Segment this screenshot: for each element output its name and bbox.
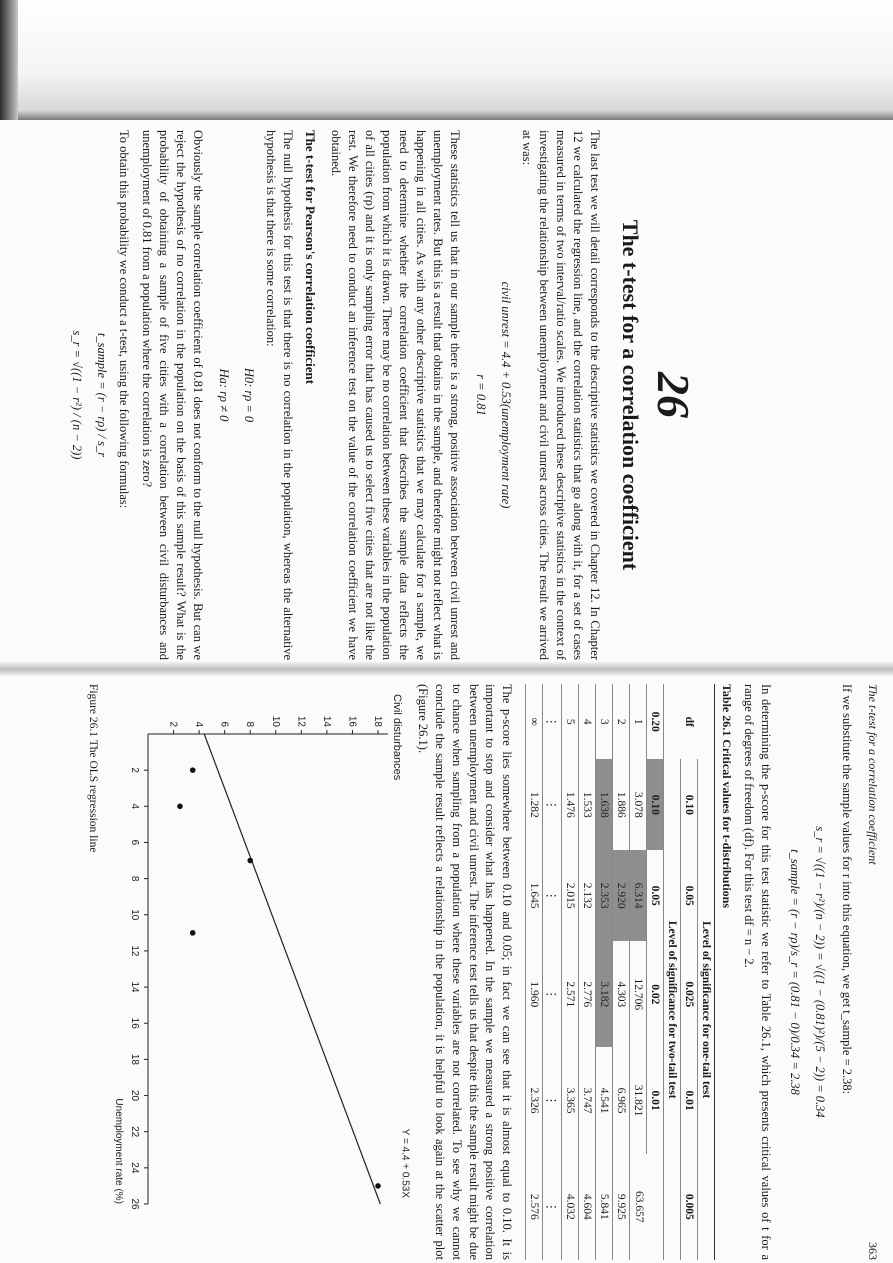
df-cell: ∞ [526,684,543,759]
table-row [613,684,630,1260]
interpretation-paragraph: The p-score lies somewhere between 0.10 and 0.05; in fact we can see that it is almost equal to 0.10. It is important to stop and consider what has happened. In the sample we measured a strong positive correlation between unemployment and civil unrest. The inference test tells us that despite this the sample result might be due to chance when sampling from a population where these variables are not correlated. To see why we cannot conclude the sample result reflects a relationship in the population, it is helpful to look again at the scatter plot (Figure 26.1). [416,684,515,1260]
y-tick-label: 18 [372,715,384,727]
x-tick-label: 12 [129,945,141,957]
section-heading: The t-test for Pearson's correlation coefficient [302,130,318,385]
correlation-value: r = 0.81 [473,374,488,416]
substitute-paragraph: If we substitute the sample values for r into this equation, we get t_sample = 2.38: [840,684,854,1095]
left-page-content [70,130,700,660]
table-row [543,684,562,1260]
critical-value-cell: ⋮ [543,850,562,941]
fourth-paragraph: To obtain this probability we conduct a t-test, using the following formulas: [117,130,132,509]
sr-calculation: s_r = √((1 − r²)/(n − 2)) = √((1 − (0.81)²)/(5 − 2)) = 0.34 [813,826,828,1118]
regression-line [204,734,380,1204]
df-cell: 2 [613,684,630,759]
one-tail-level: 0.005 [681,1154,698,1260]
data-point [248,858,254,864]
regression-line-label: Y = 4.4 + 0.53X [399,1128,411,1198]
critical-value-cell: 1.960 [526,941,543,1047]
regression-equation: civil unrest = 4.4 + 0.53(unemployment rate) [498,281,513,509]
critical-value-cell: 1.282 [526,759,543,850]
table-caption: Table 26.1 Critical values for t-distributions [720,684,735,909]
two-tail-level: 0.20 [647,684,664,759]
critical-value-cell: 6.965 [613,1047,630,1153]
t-formula: t_sample = (r − rρ) / s_r [95,332,110,458]
critical-value-cell: 63.657 [630,1154,647,1260]
y-axis-label: Civil disturbances [391,694,404,781]
critical-value-cell: 1.533 [579,759,596,850]
book-spine [0,662,893,676]
critical-value-cell: 9.925 [613,1154,630,1260]
alternative-hypothesis: Ha: rρ ≠ 0 [216,368,231,422]
table-body [526,684,647,1260]
y-tick-label: 16 [346,715,358,727]
df-header: df [664,684,715,759]
critical-value-cell: 2.576 [526,1154,543,1260]
x-tick-label: 22 [129,1126,141,1138]
two-tail-levels [647,684,664,1260]
x-axis-label: Unemployment rate (%) [113,1098,125,1204]
two-tail-level: 0.02 [647,941,664,1047]
one-tail-header: Level of significance for one-tail test [698,759,715,1260]
critical-value-cell: 2.571 [562,941,579,1047]
x-tick-label: 2 [129,767,141,773]
chapter-title: The t-test for a correlation coefficient [618,219,643,571]
chart-marks [177,734,410,1204]
critical-value-cell: 1.645 [526,850,543,941]
figure-caption: Figure 26.1 The OLS regression line [87,684,100,853]
left-page [0,120,893,662]
critical-value-cell: 5.841 [596,1154,613,1260]
chart-axes [113,694,403,1210]
x-tick-label: 4 [129,803,141,810]
table-row [579,684,596,1260]
y-tick-label: 10 [269,715,281,727]
one-tail-levels [681,684,698,1260]
critical-value-cell: 3.182 [596,941,613,1047]
critical-value-cell: ⋮ [543,1154,562,1260]
y-tick-label: 8 [244,721,256,727]
critical-value-cell: 4.604 [579,1154,596,1260]
y-tick-label: 4 [193,721,205,727]
x-tick-label: 10 [129,909,141,921]
table-row [526,684,543,1260]
critical-value-cell: 12.706 [630,941,647,1047]
running-header [865,684,880,1260]
page-edge-shadow [0,0,893,120]
df-cell: 1 [630,684,647,759]
x-tick-label: 6 [129,839,141,846]
calculation-block [782,684,832,1260]
critical-value-cell: 1.476 [562,759,579,850]
critical-value-cell: ⋮ [543,1047,562,1153]
one-tail-level: 0.01 [681,1047,698,1153]
critical-value-cell: 2.776 [579,941,596,1047]
df-cell: ⋮ [543,684,562,759]
t-calculation: t_sample = (r − rρ)/s_r = (0.81 − 0)/0.34 = 2.38 [788,849,803,1095]
y-tick-label: 12 [295,715,307,727]
x-tick-label: 16 [129,1017,141,1029]
two-tail-level: 0.01 [647,1047,664,1153]
x-tick-label: 26 [129,1198,141,1210]
sr-formula: s_r = √((1 − r²) / (n − 2)) [70,330,85,460]
null-hypothesis: H0: rρ = 0 [241,367,256,423]
df-cell: 4 [579,684,596,759]
data-point [375,1183,381,1189]
critical-value-cell: ⋮ [543,941,562,1047]
critical-value-cell: 2.920 [613,850,630,941]
critical-value-cell: 1.638 [596,759,613,850]
null-hypothesis-paragraph: The null hypothesis for this test is that there is no correlation in the population, whereas the alternative hypothesis is that there is some correlation: [263,130,295,660]
df-cell: 3 [596,684,613,759]
intro-paragraph: The last test we will detail corresponds to the descriptive statistics we covered in Chapter 12. In Chapter 12 we calculated the regression line, and the correlation statistics that go along with it, for a set of cases measured in terms of two interval/ratio scales. We introduced these descriptive statistics in the context of investigating the relationship between unemployment and civil unrest across cities. The result we arrived at was: [520,130,602,660]
critical-value-cell: 4.541 [596,1047,613,1153]
critical-value-cell: 3.365 [562,1047,579,1153]
x-tick-label: 8 [129,875,141,882]
critical-value-cell: ⋮ [543,759,562,850]
right-page [0,676,893,1263]
table-row [596,684,613,1260]
running-head-title: The t-test for a correlation coefficient [866,684,880,865]
pscore-paragraph: In determining the p-score for this test statistic we refer to Table 26.1, which presents critical values of t for a range of degrees of freedom (df). For this test df = n − 2. [742,684,774,1260]
critical-value-cell: 31.821 [630,1047,647,1153]
critical-value-cell: 3.078 [630,759,647,850]
x-tick-label: 18 [129,1053,141,1065]
data-point [177,804,183,810]
one-tail-level: 0.10 [681,759,698,850]
table-row [630,684,647,1260]
two-tail-level: 0.10 [647,759,664,850]
df-cell: 5 [562,684,579,759]
x-tick-label: 20 [129,1089,141,1102]
two-tail-level: 0.05 [647,850,664,941]
critical-value-cell: 6.314 [630,850,647,941]
right-page-content [60,684,880,1260]
third-paragraph: Obviously the sample correlation coefficient of 0.81 does not conform to the null hypothesis. But can we reject the hypothesis of no correlation in the population on the basis of this sample result? What is the probability of obtaining a sample of five cities with a correlation between civil disturbances and unemployment of 0.81 from a population where the correlation is zero? [140,130,205,660]
x-tick-label: 24 [129,1162,141,1174]
y-tick-label: 2 [167,721,179,727]
y-tick-label: 14 [321,715,333,727]
one-tail-level: 0.025 [681,941,698,1047]
one-tail-level: 0.05 [681,850,698,941]
table-row [562,684,579,1260]
page-number: 363 [866,1242,880,1260]
critical-value-cell: 4.032 [562,1154,579,1260]
critical-value-cell: 2.353 [596,850,613,941]
x-tick-label: 14 [129,981,141,993]
critical-value-cell: 2.326 [526,1047,543,1153]
data-point [190,930,196,936]
second-paragraph: These statistics tell us that in our sample there is a strong, positive association between civil unrest and unemployment rates. But this is a result that obtains in the sample, and therefore might not reflect what is happening in all cities. As with any other descriptive statistics that we may calculate for a sample, we need to determine whether the correlation coefficient that describes the sample data reflects the population from which it is drawn. There may be no correlation between these variables in the population of all cities (rρ) and it is only sampling error that has caused us to select five cities that are not like the rest. We therefore need to conduct an inference test on the value of the correlation coefficient we have obtained. [329,130,462,660]
critical-value-cell: 1.886 [613,759,630,850]
critical-value-cell: 2.015 [562,850,579,941]
critical-value-cell: 3.747 [579,1047,596,1153]
y-tick-label: 6 [218,721,230,727]
critical-value-cell: 2.132 [579,850,596,941]
chapter-number: 26 [648,372,699,418]
critical-value-cell: 4.303 [613,941,630,1047]
critical-values-table [525,684,715,1260]
scatter-plot [108,684,411,1244]
two-tail-header: Level of significance for two-tail test [664,759,681,1260]
data-point [190,767,196,773]
